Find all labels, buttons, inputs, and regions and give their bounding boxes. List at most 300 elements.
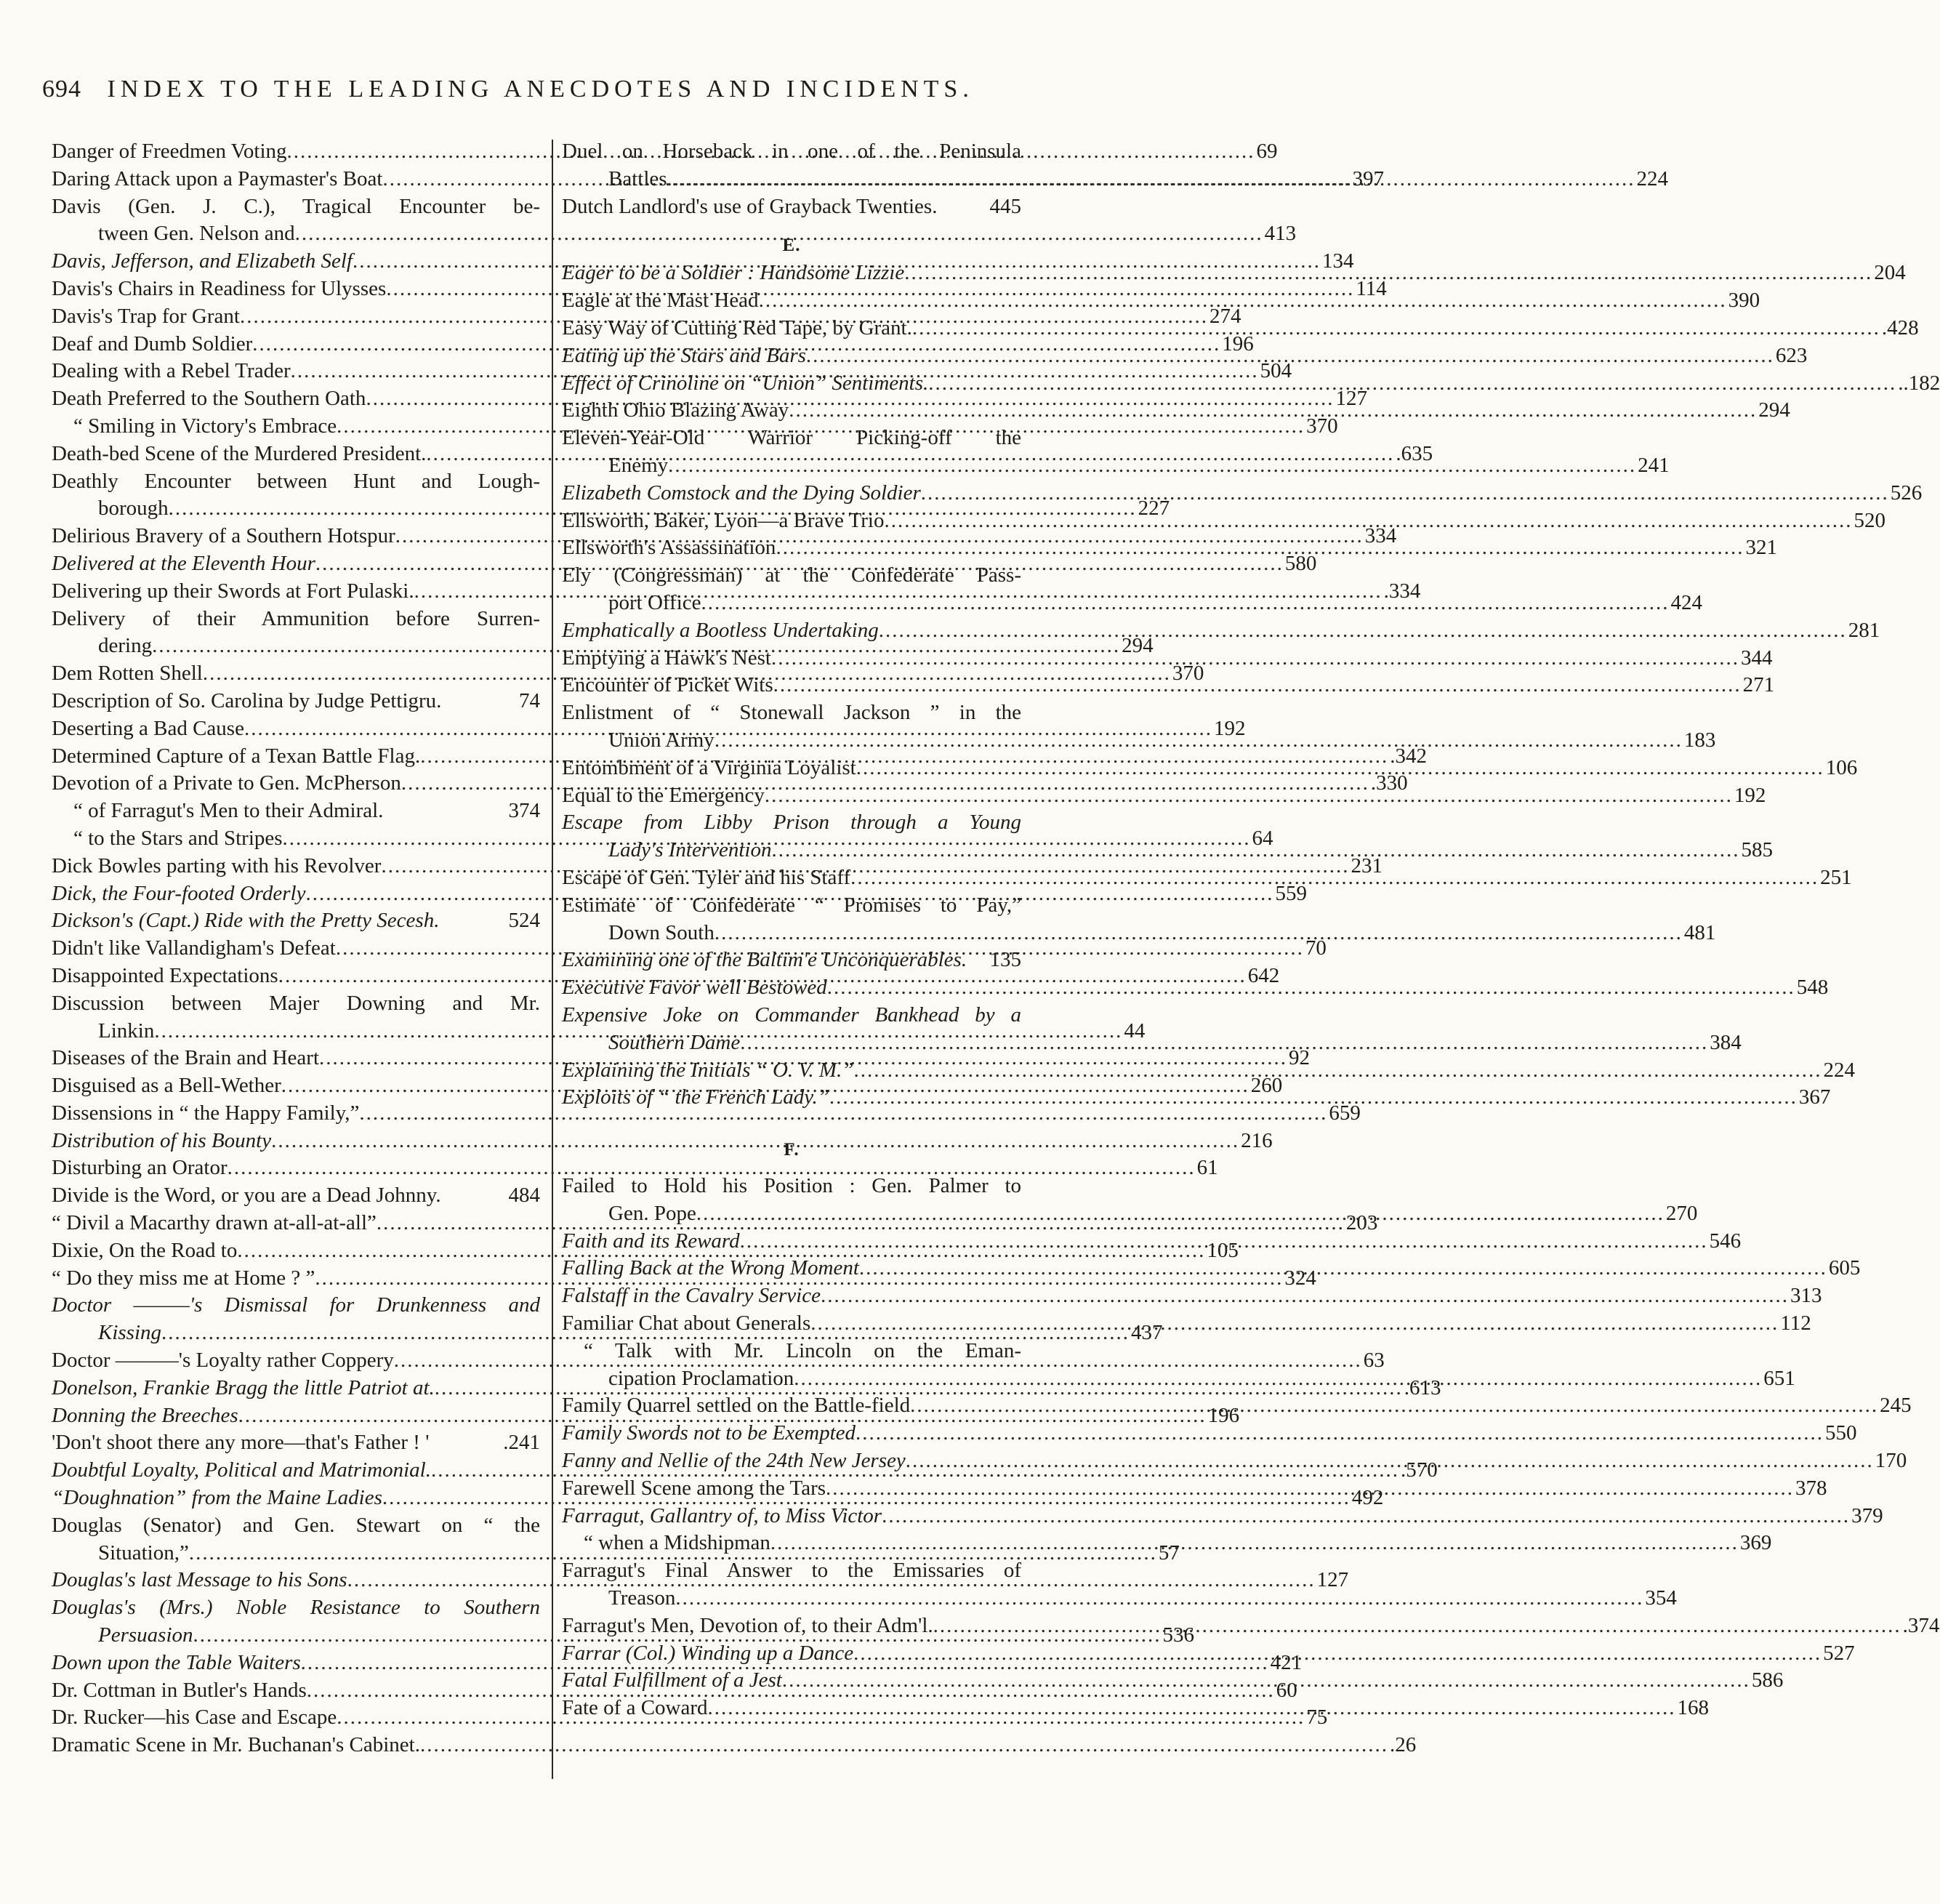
page-ref: 504 [1260, 359, 1292, 383]
entry-text: Delivering up their Swords at Fort Pulaski. [52, 579, 414, 603]
page-ref: 550 [1825, 1421, 1857, 1445]
entry-text: Danger of Freedmen Voting [52, 140, 287, 163]
entry-text: dering [98, 634, 153, 658]
page-ref: .26 [1389, 1733, 1417, 1757]
index-entry-line [562, 617, 1880, 645]
page-number: 694 [42, 76, 81, 103]
index-entry-line [52, 1100, 1361, 1128]
index-entry [562, 617, 1880, 645]
index-entry [52, 1100, 1361, 1128]
entry-text: Doubtful Loyalty, Political and Matrimonial. [52, 1458, 431, 1482]
index-entry [562, 1503, 1883, 1530]
leader-dots [773, 672, 1742, 699]
page-ref: 384 [1710, 1030, 1742, 1054]
index-entry-line [562, 1420, 1857, 1447]
entry-text: Farewell Scene among the Tars [562, 1476, 826, 1500]
page-ref: 60 [1276, 1678, 1297, 1702]
entry-text: “ of Farragut's Men to their Admiral. [73, 799, 384, 823]
entry-text: Equal to the Emergency [562, 783, 765, 807]
entry-text: Eagle at the Mast Head [562, 289, 759, 313]
page-ref: 251 [1820, 865, 1852, 889]
page-ref: 260 [1250, 1074, 1283, 1098]
entry-text: tween Gen. Nelson and [98, 222, 295, 246]
page-ref: 227 [1138, 497, 1170, 521]
leader-dots [771, 837, 1739, 864]
entry-text: Ellsworth, Baker, Lyon—a Brave Trio [562, 508, 885, 532]
page-ref: 492 [1351, 1486, 1384, 1510]
entry-text: Disappointed Expectations [52, 963, 278, 987]
entry-text: Discussion between Majer Downing and Mr. [52, 991, 540, 1015]
index-entry-line-wrap [52, 468, 540, 496]
index-entry [562, 193, 1021, 221]
page-ref: 321 [1745, 536, 1777, 560]
leader-dots [850, 864, 1819, 892]
entry-text: “ Smiling in Victory's Embrace [73, 414, 337, 438]
entry-text: “Doughnation” from the Maine Ladies [52, 1486, 382, 1510]
entry-text: Determined Capture of a Texan Battle Flag. [52, 744, 421, 768]
page-ref: 183 [1683, 728, 1716, 752]
page-ref: .334 [1383, 579, 1421, 603]
entry-text: “ Do they miss me at Home ? ” [52, 1266, 315, 1290]
page-ref: 274 [1209, 304, 1241, 328]
page-ref: 224 [1823, 1058, 1855, 1082]
entry-text: Dick Bowles parting with his Revolver [52, 853, 382, 877]
entry-text: Eating up the Stars and Bars [562, 343, 806, 367]
page-ref: 481 [1683, 920, 1716, 944]
index-entry-line-wrap [52, 990, 540, 1018]
entry-text: Douglas's (Mrs.) Noble Resistance to Southern [52, 1596, 540, 1620]
page-ref: 313 [1790, 1284, 1822, 1308]
index-entry-line [562, 1282, 1822, 1310]
page-ref: 204 [1874, 261, 1906, 285]
page-ref: 74 [519, 688, 540, 712]
page-ref: 580 [1284, 551, 1317, 575]
page-ref: 524 [508, 909, 540, 933]
index-entry [562, 1282, 1822, 1310]
index-entry-line [562, 480, 1923, 507]
entry-text: Dr. Rucker—his Case and Escape [52, 1706, 337, 1730]
entry-text: Persuasion [98, 1623, 193, 1647]
page-ref: 127 [1316, 1568, 1349, 1592]
entry-text: Fate of a Coward [562, 1696, 708, 1720]
index-entry [52, 1182, 540, 1210]
entry-text: Dutch Landlord's use of Grayback Twenties. [562, 194, 938, 218]
page-ref: 585 [1741, 838, 1773, 862]
leader-dots [906, 1447, 1874, 1475]
page-ref: 75 [1306, 1706, 1328, 1730]
index-entry-line-wrap [562, 1557, 1021, 1585]
page-ref: 605 [1828, 1256, 1861, 1280]
entry-text: Davis, Jefferson, and Elizabeth Self [52, 249, 353, 273]
entry-text: Down upon the Table Waiters [52, 1650, 301, 1674]
leader-dots [806, 342, 1774, 370]
page-ref: 642 [1247, 963, 1280, 987]
index-entry-line-wrap [562, 138, 1021, 166]
entry-text: Fatal Fulfillment of a Jest [562, 1668, 782, 1692]
page-ref: 192 [1734, 783, 1766, 807]
entry-text: Disguised as a Bell-Wether [52, 1074, 281, 1098]
entry-text: “ Talk with Mr. Lincoln on the Eman- [584, 1338, 1021, 1362]
leader-dots [420, 1732, 1388, 1759]
page-ref: 114 [1356, 276, 1387, 300]
page-ref: 224 [1636, 166, 1669, 190]
page-ref: 390 [1728, 289, 1760, 313]
entry-text: Description of So. Carolina by Judge Pettigru. [52, 688, 442, 712]
entry-text: Lady's Intervention [608, 838, 772, 862]
entry-text: port Office [608, 590, 701, 614]
index-entry-line [562, 920, 1716, 947]
page-ref: 370 [1306, 414, 1338, 438]
page-ref: 216 [1241, 1128, 1273, 1152]
entry-text: Duel on Horseback in one of the Peninsula [562, 140, 1021, 163]
page-title: INDEX TO THE LEADING ANECDOTES AND INCIDENTS. [107, 76, 974, 103]
leader-dots [789, 397, 1757, 425]
page-ref: 270 [1665, 1201, 1698, 1225]
index-entry [52, 1732, 1417, 1759]
entry-text: Kissing [98, 1321, 162, 1345]
index-entry-line-wrap [52, 193, 540, 221]
leader-dots [771, 645, 1739, 672]
entry-text: Battles [608, 166, 667, 190]
entry-text: Devotion of a Private to Gen. McPherson [52, 771, 401, 795]
page-ref: 527 [1823, 1641, 1855, 1665]
page-ref: 536 [1162, 1623, 1194, 1647]
index-entry-line-wrap [52, 1512, 540, 1540]
index-entry-line [52, 1128, 1273, 1155]
page-ref: 623 [1775, 343, 1808, 367]
leader-dots [933, 1612, 1901, 1640]
page-ref: 548 [1796, 976, 1829, 1000]
entry-text: Dixie, On the Road to [52, 1238, 238, 1262]
index-entry-line [52, 1429, 540, 1457]
entry-text: Death-bed Scene of the Murdered President. [52, 441, 427, 465]
entry-text: Davis's Chairs in Readiness for Ulysses [52, 276, 387, 300]
index-entry-line-wrap [562, 892, 1021, 920]
index-entry-line-wrap [562, 425, 1021, 452]
entry-text: Farrar (Col.) Winding up a Dance [562, 1641, 854, 1665]
entry-text: Eighth Ohio Blazing Away [562, 398, 789, 422]
page-ref: 379 [1851, 1503, 1883, 1527]
page-ref: .613 [1404, 1375, 1441, 1399]
page-ref: 196 [1222, 332, 1254, 356]
index-entry-line [52, 688, 540, 715]
page-ref: 374 [508, 799, 540, 823]
section-heading-e: E. [782, 236, 801, 256]
entry-text: Easy Way of Cutting Red Tape, by Grant. [562, 316, 912, 340]
page-ref: 378 [1795, 1476, 1827, 1500]
page-ref: 196 [1207, 1403, 1240, 1427]
page-ref: 92 [1289, 1046, 1311, 1070]
index-entry-line-wrap [52, 1292, 540, 1319]
page-ref: 134 [1322, 249, 1354, 273]
entry-text: Emphatically a Bootless Undertaking [562, 618, 879, 642]
leader-dots [826, 1475, 1794, 1503]
page-ref: 63 [1363, 1349, 1385, 1373]
entry-text: borough [98, 497, 169, 521]
entry-text: Distribution of his Bounty [52, 1128, 272, 1152]
entry-text: Fanny and Nellie of the 24th New Jersey [562, 1449, 906, 1473]
page-ref: 281 [1848, 618, 1880, 642]
page-ref: 520 [1854, 508, 1885, 532]
index-entry-line-wrap [52, 606, 540, 633]
entry-text: Southern Dame [608, 1030, 741, 1054]
entry-text: Treason [608, 1586, 676, 1610]
leader-dots [759, 287, 1727, 315]
entry-text: Estimate of Confederate “ Promises to Pay,” [562, 893, 1021, 917]
page-ref: 659 [1329, 1101, 1361, 1125]
page-ref: 367 [1798, 1085, 1831, 1109]
entry-text: Dissensions in “ the Happy Family,” [52, 1101, 360, 1125]
index-entry-line-wrap [52, 1594, 540, 1622]
entry-text: Dickson's (Capt.) Ride with the Pretty Secesh. [52, 909, 440, 933]
entry-text: “ Divil a Macarthy drawn at-all-at-all” [52, 1211, 377, 1235]
leader-dots [853, 1640, 1822, 1668]
entry-text: Deaf and Dumb Soldier [52, 332, 253, 356]
index-entry [52, 1128, 1273, 1155]
leader-dots [765, 782, 1733, 810]
leader-dots [859, 1255, 1827, 1282]
leader-dots [740, 1029, 1708, 1057]
leader-dots [701, 590, 1670, 617]
entry-text: Donelson, Frankie Bragg the little Patriot at. [52, 1375, 435, 1399]
entry-text: Delirious Bravery of a Southern Hotspur [52, 524, 395, 548]
page-ref: 484 [508, 1184, 540, 1208]
index-entry [52, 1154, 1218, 1182]
leader-dots [776, 534, 1744, 562]
page-ref: 64 [1252, 826, 1273, 850]
page-ref: 61 [1196, 1156, 1218, 1180]
index-entry-line [562, 1585, 1677, 1612]
leader-dots [884, 507, 1852, 535]
entry-text: Death Preferred to the Southern Oath [52, 387, 366, 411]
entry-text: Emptying a Hawk's Nest [562, 646, 771, 670]
index-entry-line-wrap [562, 1338, 1021, 1365]
index-entry-line [52, 220, 1297, 248]
index-entry [52, 798, 540, 825]
page-ref: 344 [1740, 646, 1773, 670]
entry-text: Dem Rotten Shell [52, 662, 203, 686]
entry-text: Davis (Gen. J. C.), Tragical Encounter be- [52, 194, 540, 218]
leader-dots [856, 755, 1824, 782]
entry-text: Davis's Trap for Grant [52, 304, 240, 328]
entry-text: 'Don't shoot there any more—that's Father ! ' [52, 1431, 430, 1455]
page-ref: 44 [1124, 1019, 1146, 1043]
page-ref: 135 [989, 948, 1021, 972]
entry-text: Exploits of “ the French Lady.” [562, 1085, 829, 1109]
page-ref: 397 [1352, 166, 1384, 190]
entry-text: Douglas's last Message to his Sons [52, 1568, 347, 1592]
entry-text: Deathly Encounter between Hunt and Lough- [52, 469, 540, 493]
entry-text: Union Army [608, 728, 715, 752]
index-entry-line [52, 1182, 540, 1210]
page-ref: 170 [1875, 1449, 1907, 1473]
index-entry-line-wrap [562, 1173, 1021, 1200]
entry-text: Familiar Chat about Generals [562, 1311, 811, 1335]
page-ref: 231 [1351, 853, 1382, 877]
entry-text: Didn't like Vallandigham's Defeat [52, 936, 336, 960]
leader-dots [910, 1392, 1878, 1420]
entry-text: Doctor ———'s Loyalty rather Coppery [52, 1349, 394, 1373]
page-ref: 271 [1742, 673, 1775, 697]
entry-text: Faith and its Reward [562, 1229, 740, 1253]
page-ref: 437 [1131, 1321, 1163, 1345]
entry-text: cipation Proclamation [608, 1366, 794, 1390]
entry-text: Delivered at the Eleventh Hour [52, 551, 315, 575]
page-ref: 546 [1709, 1229, 1742, 1253]
page-ref: 324 [1284, 1266, 1316, 1290]
index-entry-line-wrap [562, 699, 1021, 727]
leader-dots [912, 315, 1880, 342]
leader-dots [829, 1084, 1798, 1112]
entry-text: Family Quarrel settled on the Battle-field [562, 1394, 911, 1418]
leader-dots [696, 1200, 1665, 1228]
entry-text: Executive Favor well Bestowed [562, 976, 827, 1000]
leader-dots [853, 1057, 1822, 1085]
page-ref: 586 [1751, 1668, 1784, 1692]
page-ref: .635 [1396, 441, 1433, 465]
page-ref: .374 [1902, 1613, 1940, 1637]
page-ref: 354 [1645, 1586, 1677, 1610]
entry-text: “ when a Midshipman [584, 1531, 770, 1555]
entry-text: Family Swords not to be Exempted [562, 1421, 856, 1445]
page-ref: 106 [1825, 755, 1858, 779]
page-ref: 69 [1256, 140, 1278, 163]
index-entry [52, 1429, 540, 1457]
index-entry [562, 1420, 1857, 1447]
entry-text: Dramatic Scene in Mr. Buchanan's Cabinet. [52, 1733, 420, 1757]
entry-text: Eleven-Year-Old Warrior Picking-off the [562, 426, 1021, 450]
page-ref: 651 [1763, 1366, 1795, 1390]
entry-text: Ely (Congressman) at the Confederate Pass- [562, 563, 1021, 587]
entry-text: Daring Attack upon a Paymaster's Boat [52, 166, 383, 190]
leader-dots [827, 974, 1795, 1002]
page-ref: 105 [1207, 1238, 1239, 1262]
entry-text: Eager to be a Soldier : Handsome Lizzie [562, 261, 905, 285]
leader-dots [821, 1282, 1789, 1310]
index-entry-line-wrap [562, 1002, 1021, 1029]
page-ref: 168 [1677, 1696, 1710, 1720]
entry-text: Dr. Cottman in Butler's Hands [52, 1678, 307, 1702]
leader-dots [675, 1585, 1643, 1612]
leader-dots [879, 617, 1847, 645]
entry-text: Gen. Pope [608, 1201, 696, 1225]
page-ref: 334 [1364, 524, 1397, 548]
entry-text: Doctor ———'s Dismissal for Drunkenness and [52, 1293, 540, 1317]
entry-text: Examining one of the Baltim'e Unconquerables. [562, 948, 967, 972]
leader-dots [715, 727, 1683, 755]
index-entry-line-wrap [562, 562, 1021, 590]
entry-text: Situation,” [98, 1541, 189, 1564]
index-entry-line [52, 1154, 1218, 1182]
leader-dots [921, 480, 1889, 507]
entry-text: Entombment of a Virginia Loyalist [562, 755, 856, 779]
entry-text: Dick, the Four-footed Orderly [52, 881, 306, 905]
entry-text: Down South [608, 920, 715, 944]
page-ref: 294 [1758, 398, 1790, 422]
entry-text: Diseases of the Brain and Heart [52, 1046, 320, 1070]
index-entry [562, 480, 1923, 507]
entry-text: Ellsworth's Assassination [562, 536, 776, 560]
page-header [42, 76, 1089, 103]
entry-text: Farragut's Final Answer to the Emissaries of [562, 1559, 1021, 1583]
index-entry-line [52, 907, 540, 935]
entry-text: Dealing with a Rebel Trader [52, 359, 291, 383]
entry-text: Effect of Crinoline on “Union” Sentiments. [562, 371, 929, 395]
leader-dots [770, 1530, 1739, 1557]
index-entry [562, 947, 1021, 974]
index-entry-line-wrap [562, 809, 1021, 837]
entry-text: Escape from Libby Prison through a Young [562, 811, 1021, 835]
index-entry-line [562, 1503, 1883, 1530]
entry-text: Failed to Hold his Position : Gen. Palmer to [562, 1174, 1021, 1198]
entry-text: Escape of Gen. Tyler and his Staff [562, 865, 851, 889]
leader-dots [782, 1667, 1750, 1695]
entry-text: Divide is the Word, or you are a Dead Johnny. [52, 1184, 441, 1208]
leader-dots [667, 166, 1635, 193]
index-entry-line [562, 947, 1021, 974]
page-ref: 294 [1122, 634, 1154, 658]
page-ref: 241 [1638, 453, 1670, 477]
page-ref: ..182 [1898, 371, 1940, 395]
entry-text: Enlistment of “ Stonewall Jackson ” in the [562, 701, 1021, 725]
page-ref: 526 [1890, 481, 1923, 505]
entry-text: Donning the Breeches [52, 1403, 238, 1427]
page-ref: 127 [1335, 387, 1367, 411]
leader-dots [668, 452, 1636, 480]
index-entry-line [52, 1732, 1417, 1759]
page-ref: 70 [1305, 936, 1327, 960]
leader-dots [856, 1420, 1824, 1447]
page-ref: .241 [503, 1431, 540, 1455]
entry-text: Enemy [608, 453, 669, 477]
leader-dots [904, 260, 1872, 287]
page-ref: .428 [1881, 316, 1919, 340]
page-ref: .342 [1390, 744, 1427, 768]
index-entry [52, 907, 540, 935]
section-heading-f: F. [784, 1140, 800, 1160]
leader-dots [928, 370, 1896, 398]
entry-text: Farragut, Gallantry of, to Miss Victor [562, 1503, 882, 1527]
page-ref: 57 [1158, 1541, 1180, 1564]
entry-text: Linkin [98, 1019, 155, 1043]
entry-text: Douglas (Senator) and Gen. Stewart on “ the [52, 1513, 540, 1537]
leader-dots [810, 1310, 1779, 1338]
entry-text: “ to the Stars and Stripes [73, 826, 283, 850]
entry-text: Delivery of their Ammunition before Surren- [52, 606, 540, 630]
index-entry-line [562, 193, 1021, 221]
page-ref: 445 [989, 194, 1021, 218]
entry-text: Deserting a Bad Cause [52, 716, 244, 740]
entry-text: Falling Back at the Wrong Moment [562, 1256, 859, 1280]
entry-text: Falstaff in the Cavalry Service [562, 1284, 821, 1308]
entry-text: Farragut's Men, Devotion of, to their Adm'l. [562, 1613, 933, 1637]
page-ref: 413 [1264, 222, 1297, 246]
entry-text: Encounter of Picket Wits [562, 673, 773, 697]
leader-dots [882, 1503, 1850, 1530]
index-entry-line [52, 798, 540, 825]
entry-text: Disturbing an Orator [52, 1156, 228, 1180]
page-ref: 203 [1345, 1211, 1378, 1235]
page-ref: 370 [1172, 662, 1204, 686]
entry-text: Expensive Joke on Commander Bankhead by a [562, 1003, 1021, 1027]
leader-dots [740, 1228, 1708, 1256]
page-ref: 424 [1670, 590, 1702, 614]
leader-dots [708, 1695, 1676, 1722]
leader-dots [794, 1365, 1762, 1393]
page-ref: 245 [1880, 1394, 1912, 1418]
page-ref: 421 [1270, 1650, 1303, 1674]
index-entry [52, 688, 540, 715]
